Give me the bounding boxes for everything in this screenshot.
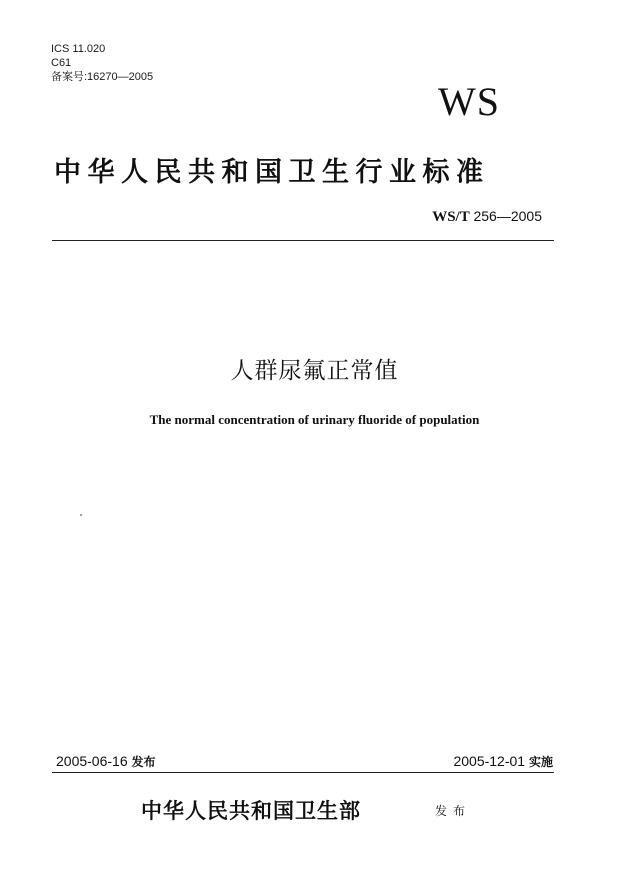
standard-category-title: 中华人民共和国卫生行业标准 xyxy=(54,157,490,188)
document-title-cn: 人群尿氟正常值 xyxy=(230,358,399,384)
standard-code-prefix: WS/T xyxy=(432,209,470,225)
issue-label: 发布 xyxy=(131,755,156,769)
ws-logo: WS xyxy=(438,79,500,124)
document-title-en: The normal concentration of urinary fluoride of population xyxy=(149,412,480,427)
ccs-code: C61 xyxy=(51,57,72,69)
standard-code-number: 256—2005 xyxy=(473,208,542,224)
standard-code xyxy=(432,207,542,226)
implement-date: 2005-12-01 xyxy=(453,753,526,769)
footer-divider xyxy=(52,772,554,773)
scan-speck xyxy=(80,514,82,516)
header-divider xyxy=(52,240,554,241)
record-number: 备案号:16270—2005 xyxy=(51,71,154,83)
issuing-organization: 中华人民共和国卫生部 xyxy=(141,798,361,823)
issuing-action: 发布 xyxy=(435,804,472,818)
issue-date: 2005-06-16 xyxy=(56,753,128,769)
implement-label: 实施 xyxy=(528,755,553,769)
implement-date-block xyxy=(453,752,553,771)
ics-code: ICS 11.020 xyxy=(51,43,106,55)
issue-date-block xyxy=(56,752,156,771)
